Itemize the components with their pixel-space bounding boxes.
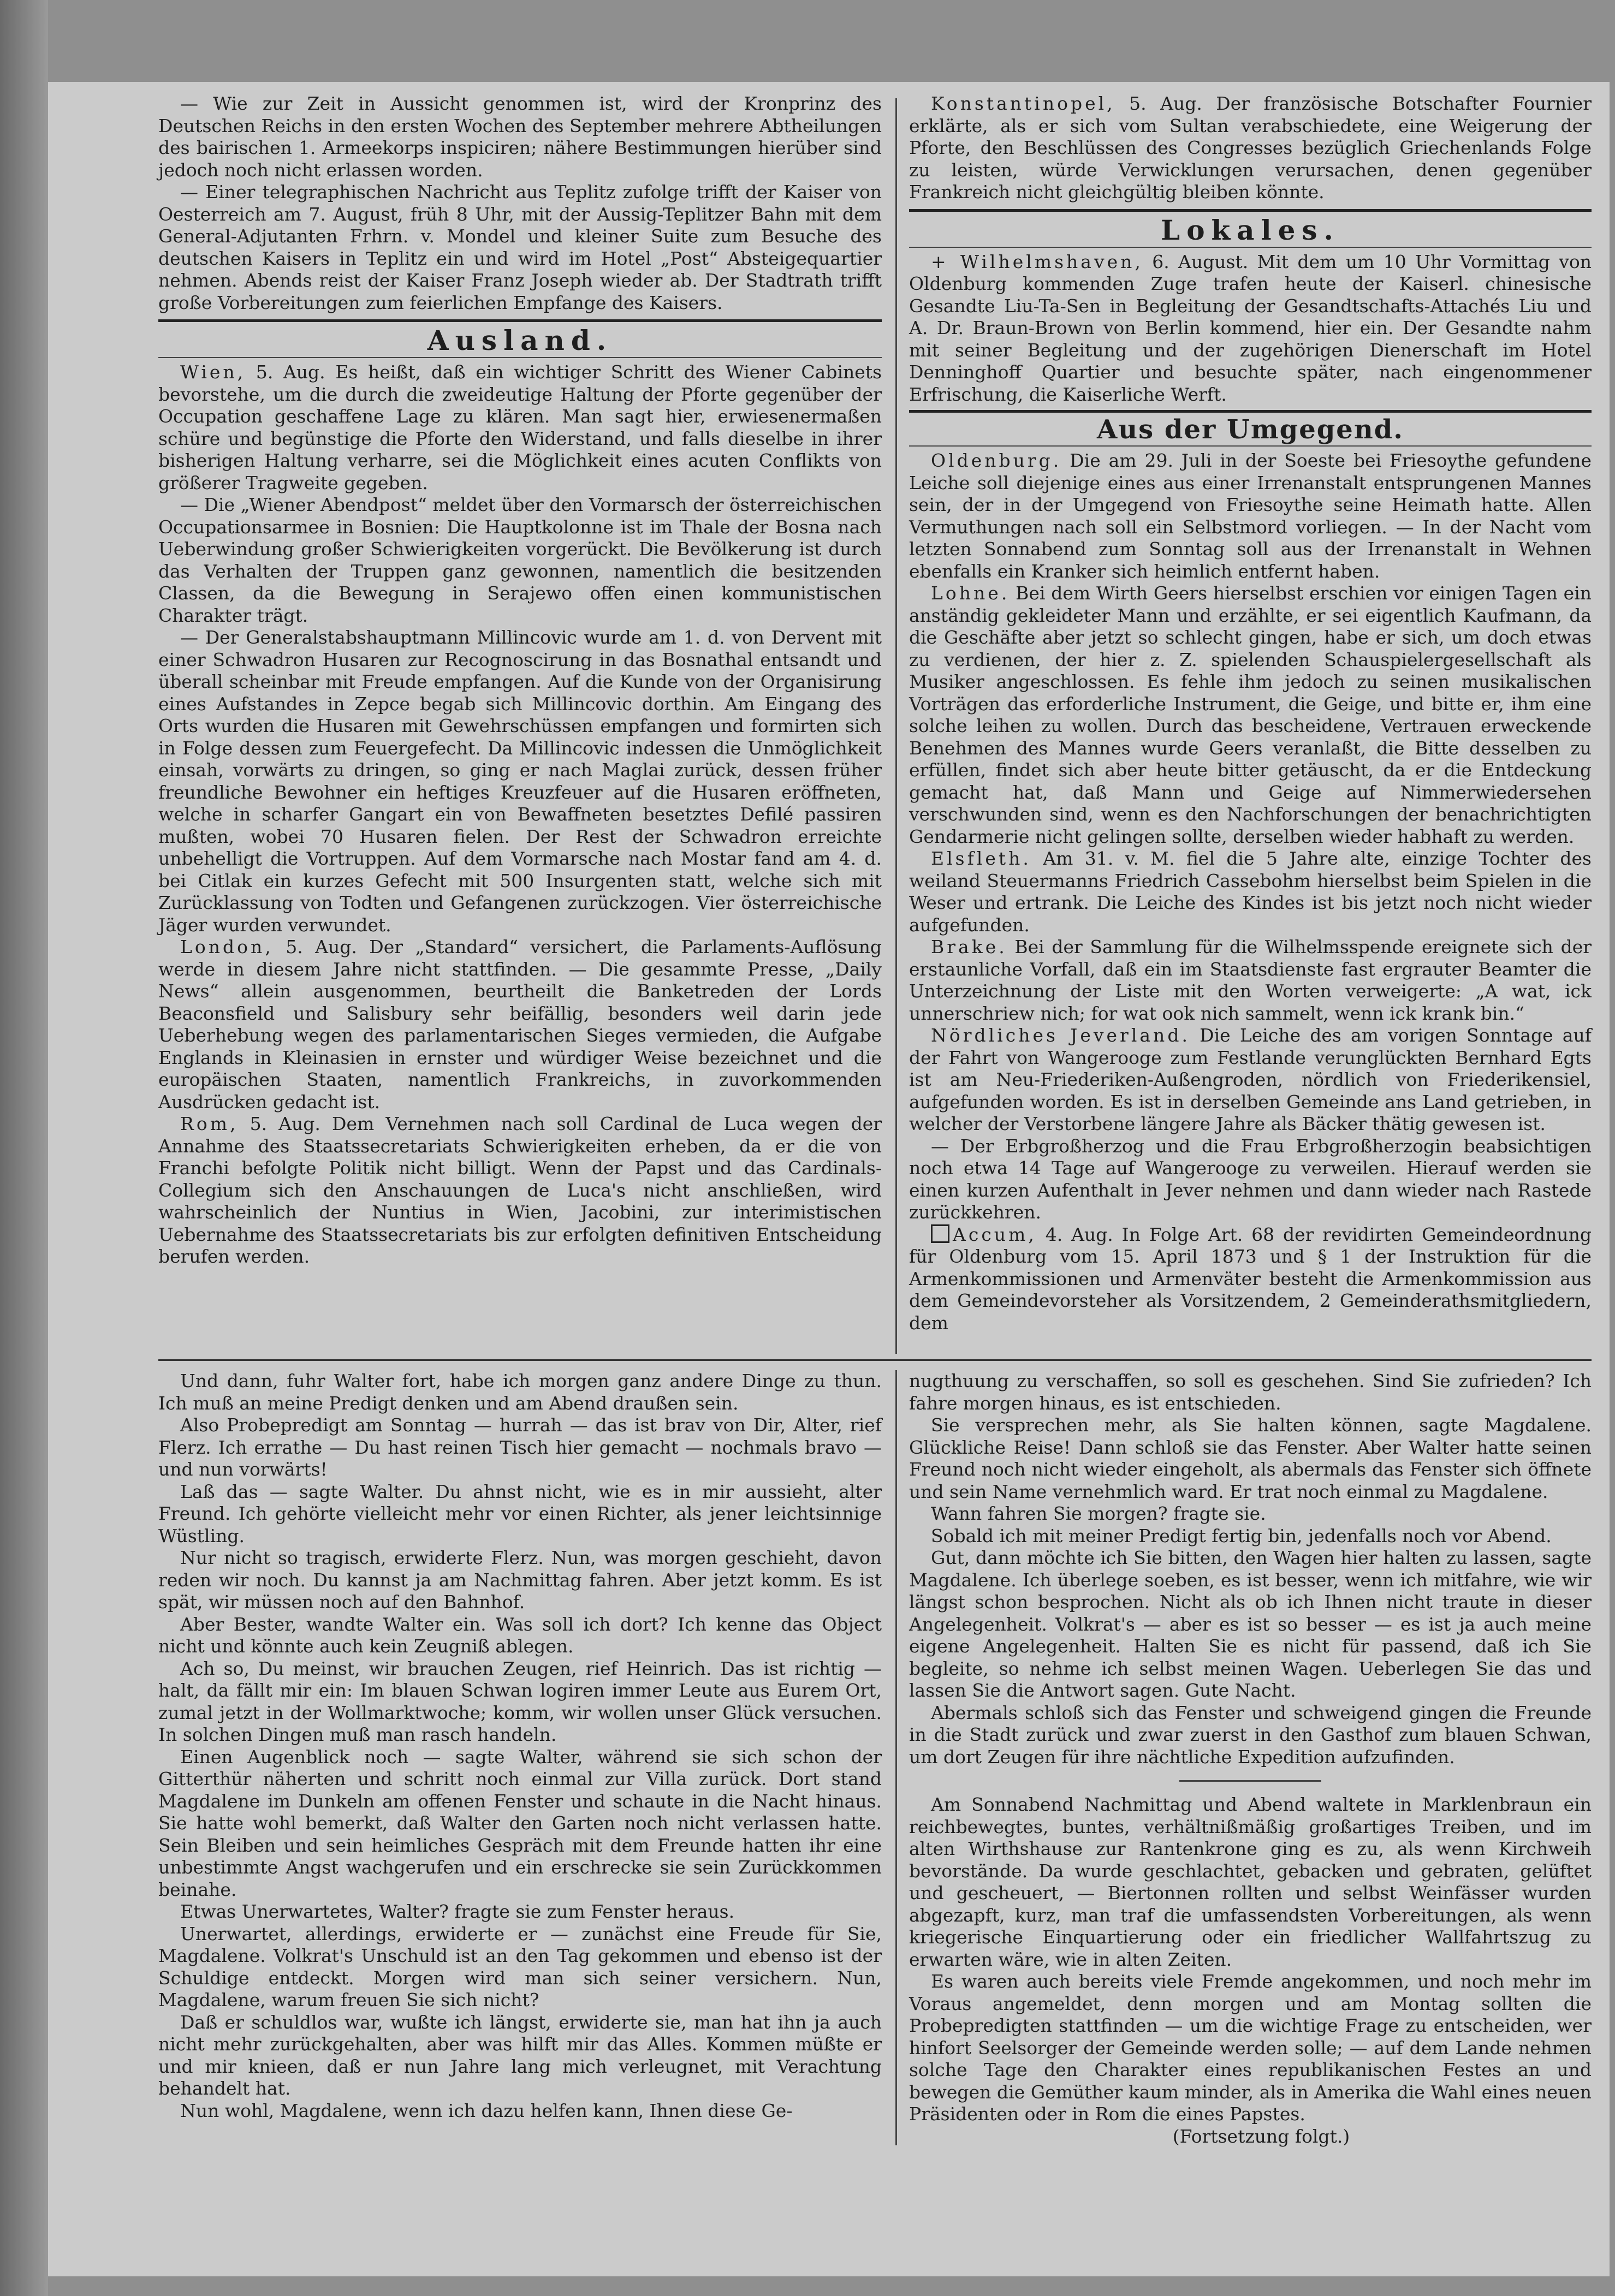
text-brake: Bei der Sammlung für die Wilhelmsspende ereignete sich der erstaunliche Vorfall, daß ein im Staatsdienste fast ergrauter Beamter die Unterzeichnung der Liste mit den Worten verweigerte: „A wat, ick unnerschriew nich; for wat ook nich sammelt, wenn ick krank bin.“	[909, 936, 1592, 1024]
story-paragraph: Etwas Unerwartetes, Walter? fragte sie zum Fenster heraus.	[180, 1901, 735, 1922]
story-paragraph: Unerwartet, allerdings, erwiderte er — zunächst eine Freude für Sie, Magdalene. Volkrat's Unschuld ist an den Tag gekommen und ebenso ist der Schuldige entdeckt. Morgen wird man sich seiner versichern. Nun, Magdalene, warum freuen Sie sich nicht?	[158, 1923, 882, 2011]
story-paragraph: Sobald ich mit meiner Predigt fertig bin, jedenfalls noch vor Abend.	[931, 1525, 1552, 1546]
column-feuilleton-right	[909, 1370, 1592, 2148]
paragraph-brake	[909, 936, 1592, 1025]
paragraph-wilhelmshaven	[909, 251, 1592, 406]
section-title-ausland: Ausland.	[158, 319, 882, 358]
text-wien: 5. Aug. Es heißt, daß ein wichtiger Schritt des Wiener Cabinets bevorstehe, um die durch die zweideutige Haltung der Pforte gegenüber der Occupation geschaffene Lage zu klären. Man sagt hier, erwiesenermaßen schüre und begünstige die Pforte den Widerstand, und falls dieselbe in ihrer bisherigen Haltung verharre, sei die Möglichkeit eines acuten Conflikts von größerer Tragweite gegeben.	[158, 361, 882, 493]
story-paragraph: Am Sonnabend Nachmittag und Abend waltete in Marklenbraun ein reichbewegtes, buntes, verhältnißmäßig großartiges Treiben, und im alten Wirthshause zur Rantenkrone ging es zu, als wenn Kirchweih bevorstände. Da wurde geschlachtet, gebacken und gebraten, gelüftet und gescheuert, — Biertonnen rollten und selbst Weinfässer wurden abgezapft, kurz, man traf die umfassendsten Vorbereitungen, als wenn kriegerische Einquartierung oder ein friedlicher Wallfahrtszug zu erwarten wäre, wie in alten Zeiten.	[909, 1794, 1592, 1970]
paragraph-elsfleth	[909, 848, 1592, 936]
story-paragraph: Laß das — sagte Walter. Du ahnst nicht, wie es in mir aussieht, alter Freund. Ich gehörte vielleicht mehr vor einen Richter, als jener leichtsinnige Wüstling.	[158, 1480, 882, 1546]
paragraph-kaiser-teplitz: — Einer telegraphischen Nachricht aus Teplitz zufolge trifft der Kaiser von Oesterreich am 7. August, früh 8 Uhr, mit der Aussig-Teplitzer Bahn mit dem General-Adjutanten Frhrn. v. Mondel und kleiner Suite zum Besuche des deutschen Kaisers in Teplitz ein und wird im Hotel „Post“ Absteigequartier nehmen. Abends reist der Kaiser Franz Joseph wieder ab. Der Stadtrath trifft große Vorbereitungen zum feierlichen Empfange des Kaisers.	[158, 181, 882, 313]
page-edge	[0, 0, 48, 2296]
dateline-wien: Wien,	[180, 361, 246, 383]
paragraph-london	[158, 936, 882, 1113]
box-marker-icon	[931, 1224, 949, 1243]
column-news-left	[158, 93, 882, 1268]
story-paragraph: Gut, dann möchte ich Sie bitten, den Wagen hier halten zu lassen, sagte Magdalene. Ich überlege soeben, es ist besser, wenn ich mitfahre, wie wir längst schon besprochen. Nicht als ob ich Ihnen nicht traute in dieser Angelegenheit. Volkrat's — aber es ist so besser — es ist ja auch meine eigene Angelegenheit. Halten Sie es nicht für passend, daß ich Sie begleite, so nehme ich selbst meinen Wagen. Ueberlegen Sie das und lassen Sie die Antwort sagen. Gute Nacht.	[909, 1547, 1592, 1701]
paragraph-rom	[158, 1113, 882, 1268]
dateline-oldenburg: Oldenburg.	[931, 450, 1062, 471]
text-accum: 4. Aug. In Folge Art. 68 der revidirten Gemeindeordnung für Oldenburg vom 15. April 1873 und § 1 der Instruktion für die Armenkommissionen und Armenväter besteht die Armenkommission aus dem Gemeindevorsteher als Vorsitzendem, 2 Gemeinderathsmitgliedern, dem	[909, 1223, 1592, 1334]
paragraph-millincovic: — Der Generalstabshauptmann Millincovic wurde am 1. d. von Dervent mit einer Schwadron Husaren zur Recognoscirung in das Bosnathal entsandt und überall scheinbar mit Freude empfangen. Auf die Kunde von der Organisirung eines Aufstandes in Zepce begab sich Millincovic dorthin. Am Eingang des Orts wurden die Husaren mit Gewehrschüssen empfangen und formirten sich in Folge dessen zum Feuergefecht. Da Millincovic indessen die Unmöglichkeit einsah, vorwärts zu dringen, so ging er nach Maglai zurück, dessen früher freundliche Bewohner ein heftiges Kreuzfeuer auf die Husaren eröffneten, welche in scharfer Gangart ein von Bewaffneten besetztes Defilé passiren mußten, wobei 70 Husaren fielen. Der Rest der Schwadron erreichte unbehelligt die Vortruppen. Auf dem Vormarsche nach Mostar fand am 4. d. bei Citlak ein kurzes Gefecht mit 500 Insurgenten statt, welche sich mit Zurücklassung von Todten und Gefangenen zurückzogen. Vier österreichische Jäger wurden verwundet.	[158, 627, 882, 936]
dateline-wilhelmshaven: + Wilhelmshaven,	[931, 251, 1143, 272]
story-paragraph: nugthuung zu verschaffen, so soll es geschehen. Sind Sie zufrieden? Ich fahre morgen hinaus, es ist entschieden.	[909, 1370, 1592, 1414]
story-paragraph: Daß er schuldlos war, wußte ich längst, erwiderte sie, man hat ihn ja auch nicht mehr zurückgehalten, aber was hilft mir das Alles. Kommen müßte er und mir knieen, daß er nun Jahre lang mich verleugnet, mit Verachtung behandelt hat.	[158, 2011, 882, 2099]
column-divider-bottom	[895, 1370, 897, 2145]
story-paragraph: Abermals schloß sich das Fenster und schweigend gingen die Freunde in die Stadt zurück und zwar zuerst in den Gasthof zum blauen Schwan, um dort Zeugen für ihre nächtliche Expedition aufzufinden.	[909, 1702, 1592, 1768]
story-paragraph: Nun wohl, Magdalene, wenn ich dazu helfen kann, Ihnen diese Ge-	[180, 2099, 793, 2121]
paragraph-wien	[158, 361, 882, 494]
text-lohne: Bei dem Wirth Geers hierselbst erschien vor einigen Tagen ein anständig gekleideter Mann und erzählte, er sei eigentlich Kaufmann, da die Geschäfte aber jetzt so schlecht gingen, habe er sich, um doch etwas zu verdienen, der hier z. Z. spielenden Schauspielergesellschaft als Musiker angeschlossen. Es fehle ihm jedoch zu seinen musikalischen Vorträgen das erforderliche Instrument, die Geige, und bitte er, ihm eine solche leihen zu wollen. Durch das bescheidene, Vertrauen erweckende Benehmen des Mannes wurde Geers veranlaßt, die Bitte desselben zu erfüllen, findet sich aber heute bitter getäuscht, da er die Entdeckung gemacht hat, daß Mann und Geige auf Nimmerwiedersehen verschwunden sind, wenn es den Nachforschungen der benachrichtigten Gendarmerie nicht gelingen sollte, derselben wieder habhaft zu werden.	[909, 582, 1592, 847]
paragraph-erbgrossherzog: — Der Erbgroßherzog und die Frau Erbgroßherzogin beabsichtigen noch etwa 14 Tage auf Wangerooge zu verweilen. Hierauf werden sie einen kurzen Aufenthalt in Jever nehmen und dann wieder nach Rastede zurückkehren.	[909, 1135, 1592, 1223]
dateline-jeverland: Nördliches Jeverland.	[931, 1025, 1190, 1046]
dateline-rom: Rom,	[180, 1113, 239, 1134]
paragraph-oldenburg	[909, 450, 1592, 582]
column-news-right	[909, 93, 1592, 1334]
text-jeverland: Die Leiche des am vorigen Sonntage auf der Fahrt von Wangerooge zum Festlande verunglückten Bernhard Egts ist am Neu-Friederiken-Außengroden, nördlich von Friederikensiel, aufgefunden worden. Es ist in derselben Gemeinde ans Land getrieben, in welcher der Verstorbene längere Jahre als Bäcker thätig gewesen ist.	[909, 1025, 1592, 1134]
feuilleton-separator	[158, 1359, 1592, 1361]
story-paragraph: Es waren auch bereits viele Fremde angekommen, und noch mehr im Voraus angemeldet, denn morgen und am Montag sollten die Probepredigten stattfinden — um die wichtige Frage zu entscheiden, wer hinfort Seelsorger der Gemeinde werden solle; — auf dem Lande nehmen solche Tage den Charakter eines republikanischen Festes an und bewegen die Gemüther kaum minder, als in Amerika die Wahl eines neuen Präsidenten oder in Rom die eines Papstes.	[909, 1971, 1592, 2125]
paragraph-kronprinz: — Wie zur Zeit in Aussicht genommen ist, wird der Kronprinz des Deutschen Reichs in den ersten Wochen des September mehrere Abtheilungen des bairischen 1. Armeekorps inspiciren; nähere Bestimmungen hierüber sind jedoch noch nicht erlassen worden.	[158, 93, 882, 181]
story-paragraph: Wann fahren Sie morgen? fragte sie.	[931, 1503, 1266, 1524]
story-paragraph: Und dann, fuhr Walter fort, habe ich morgen ganz andere Dinge zu thun. Ich muß an meine Predigt denken und am Abend draußen sein.	[158, 1370, 882, 1414]
scene-divider	[1179, 1780, 1321, 1782]
paragraph-lohne	[909, 582, 1592, 848]
dateline-konstantinopel: Konstantinopel,	[931, 93, 1115, 114]
story-paragraph: Ach so, Du meinst, wir brauchen Zeugen, rief Heinrich. Das ist richtig — halt, da fällt mir ein: Im blauen Schwan logiren immer Leute aus Eurem Ort, zumal jetzt in der Wollmarktwoche; komm, wir wollen unser Glück versuchen. In solchen Dingen muß man rasch handeln.	[158, 1657, 882, 1745]
dateline-lohne: Lohne.	[931, 582, 1010, 604]
text-london: 5. Aug. Der „Standard“ versichert, die Parlaments-Auflösung werde in diesem Jahre nicht stattfinden. — Die gesammte Presse, „Daily News“ allein ausgenommen, beurtheilt die Banketreden der Lords Beaconsfield und Salisbury sehr beifällig, besonders weil darin jede Ueberhebung wegen des parlamentarischen Sieges vermieden, die Aufgabe Englands in Kleinasien in ernster und würdiger Weise bezeichnet und die europäischen Staaten, namentlich Frankreichs, in zuvorkommenden Ausdrücken gedacht ist.	[158, 936, 882, 1113]
paragraph-abendpost: — Die „Wiener Abendpost“ meldet über den Vormarsch der österreichischen Occupationsarmee in Bosnien: Die Hauptkolonne ist im Thale der Bosna nach Ueberwindung großer Schwierigkeiten vorgerückt. Die Bevölkerung ist durch das Verhalten der Truppen ganz gewonnen, namentlich die besitzenden Classen, da die Bewegung in Serajewo offen einen kommunistischen Charakter trägt.	[158, 494, 882, 626]
paragraph-accum	[909, 1224, 1592, 1335]
paragraph-konstantinopel	[909, 93, 1592, 204]
story-paragraph: Nur nicht so tragisch, erwiderte Flerz. Nun, was morgen geschieht, davon reden wir noch. Du kannst ja am Nachmittag fahren. Aber jetzt komm. Es ist spät, wir müssen noch auf den Bahnhof.	[158, 1547, 882, 1613]
continuation-note: (Fortsetzung folgt.)	[1172, 2125, 1350, 2147]
column-divider-top	[895, 98, 897, 1354]
section-title-umgegend: Aus der Umgegend.	[909, 410, 1592, 447]
story-paragraph: Aber Bester, wandte Walter ein. Was soll ich dort? Ich kenne das Object nicht und könnte auch kein Zeugniß ablegen.	[158, 1613, 882, 1657]
text-rom: 5. Aug. Dem Vernehmen nach soll Cardinal de Luca wegen der Annahme des Staatssecretariats Schwierigkeiten erheben, da er die von Franchi befolgte Politik nicht billigt. Wenn der Papst und das Cardinals-Collegium sich den Anschauungen de Luca's nicht anschließen, wird wahrscheinlich der Nuntius in Wien, Jacobini, zur interimistischen Uebernahme des Staatssecretariats bis zur erfolgten definitiven Entscheidung berufen werden.	[158, 1113, 882, 1267]
story-paragraph: Also Probepredigt am Sonntag — hurrah — das ist brav von Dir, Alter, rief Flerz. Ich errathe — Du hast reinen Tisch hier gemacht — nochmals bravo — und nun vorwärts!	[158, 1414, 882, 1480]
text-elsfleth: Am 31. v. M. fiel die 5 Jahre alte, einzige Tochter des weiland Steuermanns Friedrich Cassebohm hierselbst beim Spielen in die Weser und ertrank. Die Leiche des Kindes ist bis jetzt noch nicht wieder aufgefunden.	[909, 848, 1592, 936]
dateline-brake: Brake.	[931, 936, 1007, 957]
section-title-lokales: Lokales.	[909, 209, 1592, 248]
text-konstantinopel: 5. Aug. Der französische Botschafter Fournier erklärte, als er sich vom Sultan verabschiedete, eine Weigerung der Pforte, den Beschlüssen des Congresses bezüglich Griechenlands Folge zu leisten, würde Verwicklungen verursachen, denen gegenüber Frankreich nicht gleichgültig bleiben könnte.	[909, 93, 1592, 203]
text-wilhelmshaven: 6. August. Mit dem um 10 Uhr Vormittag von Oldenburg kommenden Zuge trafen heute der Kaiserl. chinesische Gesandte Liu-Ta-Sen in Begleitung der Gesandtschafts-Attachés Liu und A. Dr. Braun-Brown von Berlin kommend, hier ein. Der Gesandte nahm mit seiner Begleitung und der zugehörigen Dienerschaft im Hotel Denninghoff Quartier und besuchte später, nach eingenommener Erfrischung, die Kaiserliche Werft.	[909, 251, 1592, 405]
story-paragraph: Sie versprechen mehr, als Sie halten können, sagte Magdalene. Glückliche Reise! Dann schloß sie das Fenster. Aber Walter hatte seinen Freund noch nicht wieder eingeholt, als abermals das Fenster sich öffnete und sein Name vernehmlich ward. Er trat noch einmal zu Magdalene.	[909, 1414, 1592, 1502]
dateline-accum: Accum,	[953, 1223, 1037, 1245]
text-oldenburg: Die am 29. Juli in der Soeste bei Friesoythe gefundene Leiche soll diejenige eines aus einer Irrenanstalt entsprungenen Mannes sein, der in der Umgegend von Friesoythe seine Heimath hatte. Allen Vermuthungen nach soll ein Selbstmord vorliegen. — In der Nacht vom letzten Sonnabend zum Sonntag soll aus der Irrenanstalt in Wehnen ebenfalls ein Kranker sich heimlich entfernt haben.	[909, 450, 1592, 582]
dateline-london: London,	[180, 936, 274, 957]
dateline-elsfleth: Elsfleth.	[931, 848, 1031, 869]
story-paragraph: Einen Augenblick noch — sagte Walter, während sie sich schon der Gitterthür näherten und schritt noch einmal zur Villa zurück. Dort stand Magdalene im Dunkeln am offenen Fenster und schaute in die Nacht hinaus. Sie hatte wohl bemerkt, daß Walter den Garten noch nicht verlassen hatte. Sein Bleiben und sein heimliches Gespräch mit dem Freunde hatten ihr eine unbestimmte Angst wachgerufen und ein erschrecke sie sein Zurückkommen beinahe.	[158, 1746, 882, 1900]
paragraph-jeverland	[909, 1025, 1592, 1135]
column-feuilleton-left	[158, 1370, 882, 2122]
